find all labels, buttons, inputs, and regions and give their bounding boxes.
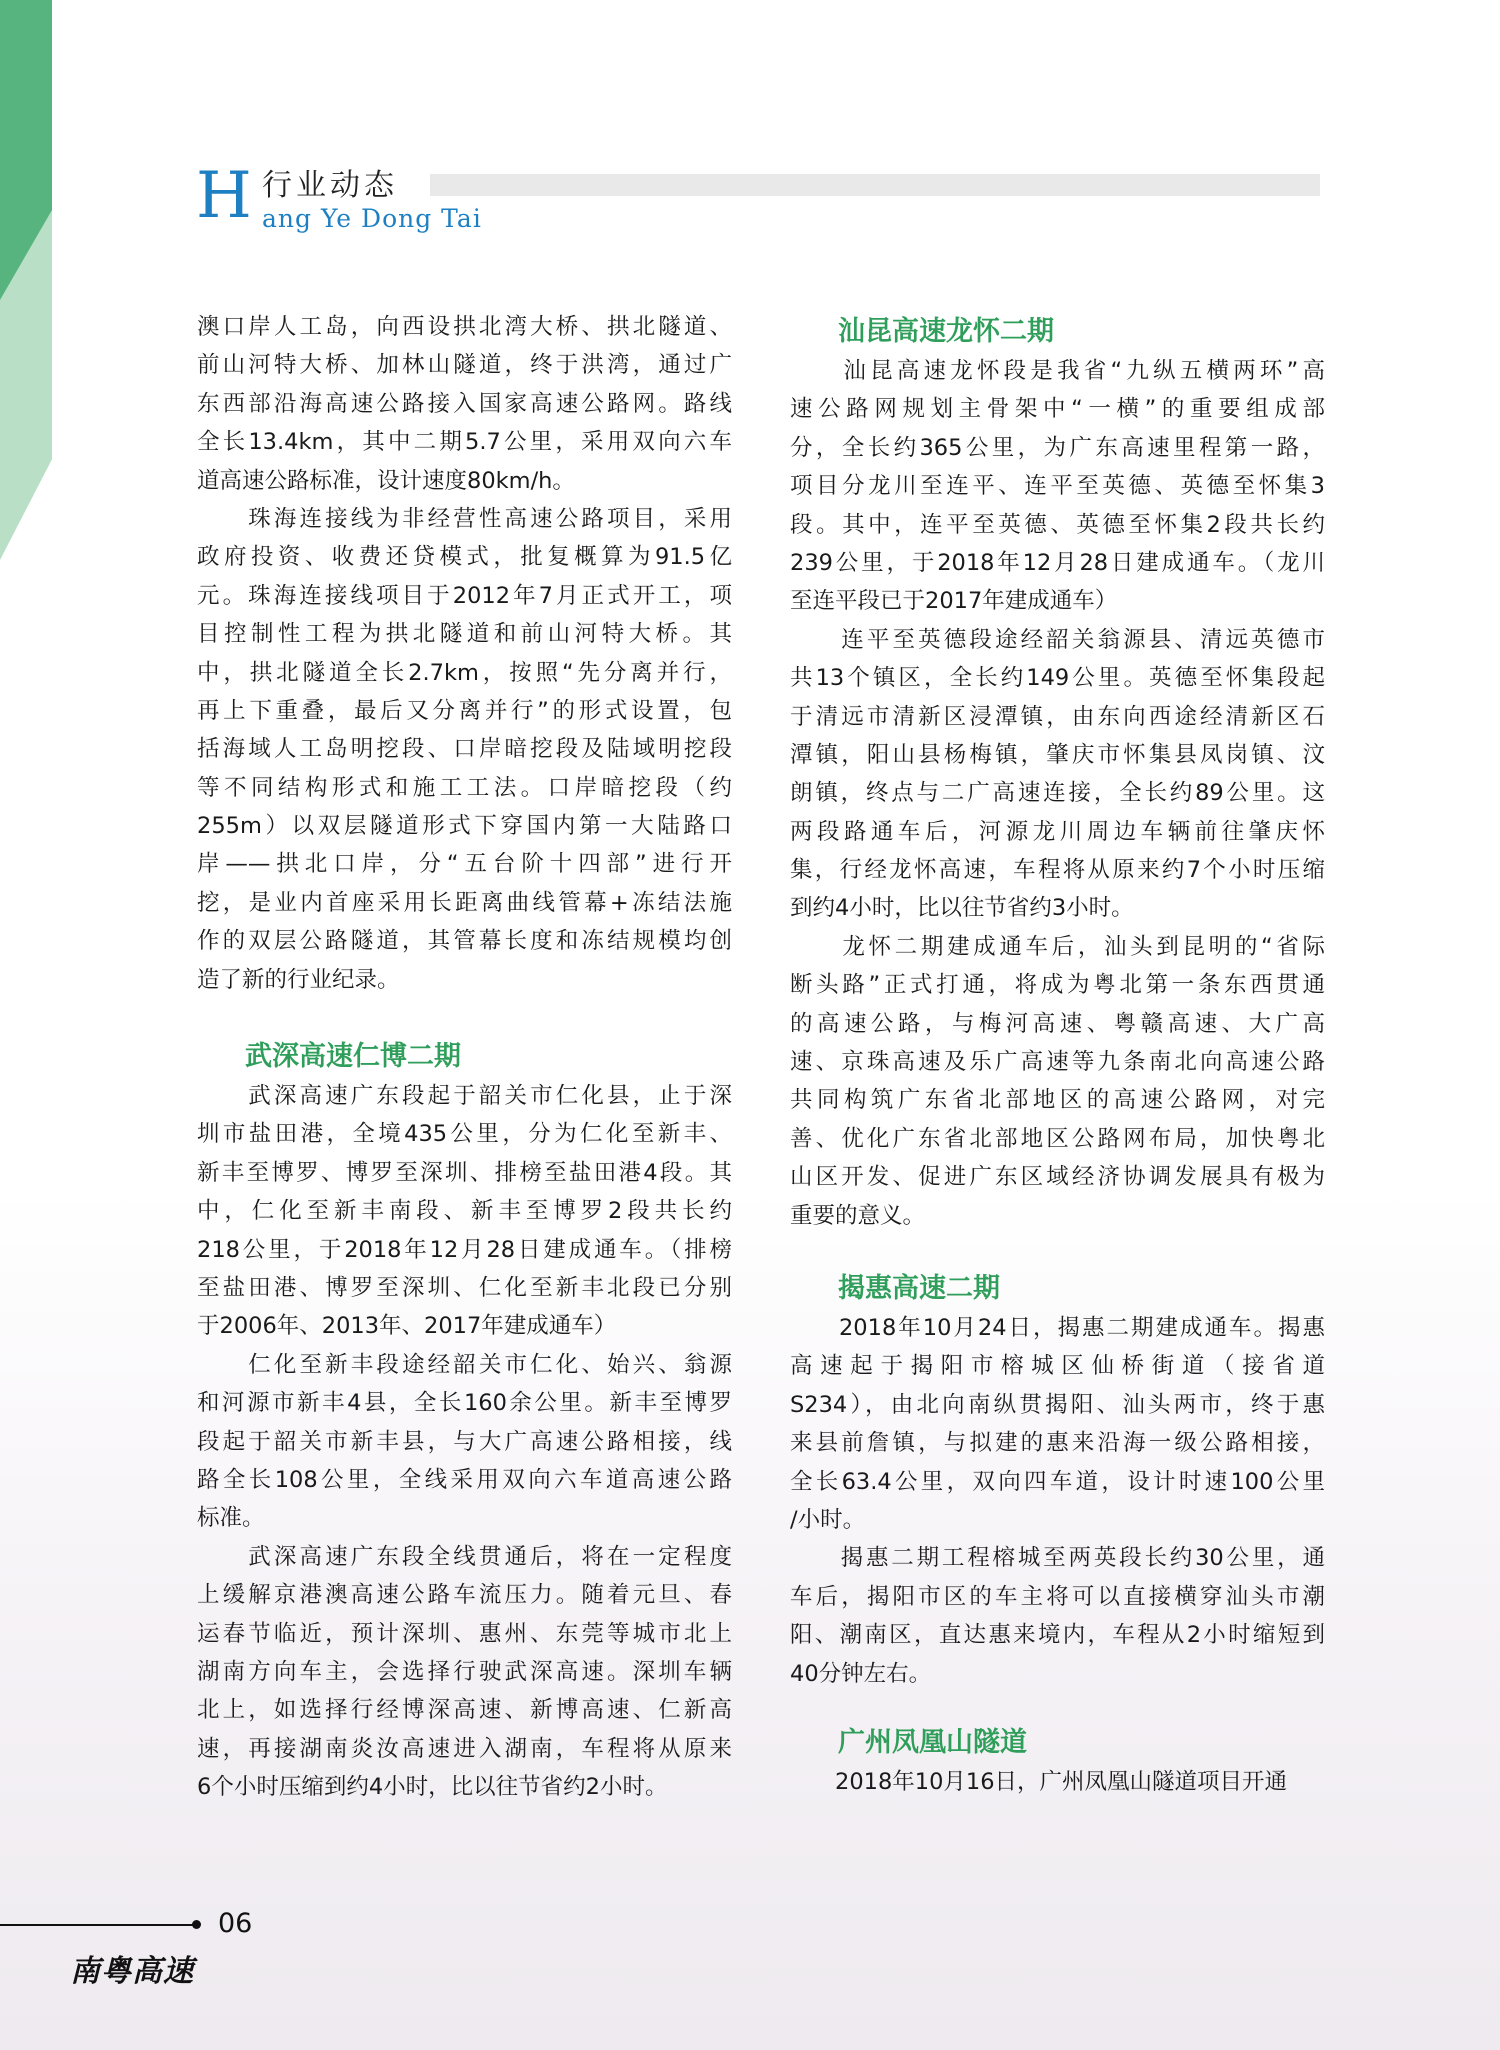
left-column xyxy=(197,308,732,1806)
text-line: 车后，揭阳市区的车主将可以直接横穿汕头市潮 xyxy=(790,1583,1325,1610)
section-title-wushen: 武深高速仁博二期 xyxy=(245,1041,461,1073)
section-title-fenghuangshan: 广州凤凰山隧道 xyxy=(838,1726,1027,1758)
text-line: 再上下重叠，最后又分离并行”的形式设置，包 xyxy=(197,697,732,724)
text-line: 新丰至博罗、博罗至深圳、排榜至盐田港4段。其 xyxy=(197,1159,732,1186)
text-line: 2018年10月16日，广州凤凰山隧道项目开通 xyxy=(790,1768,1288,1795)
text-line: 善、优化广东省北部地区公路网布局，加快粤北 xyxy=(790,1125,1325,1152)
text-line: 路全长108公里，全线采用双向六车道高速公路 xyxy=(197,1466,732,1493)
text-line: 前山河特大桥、加林山隧道，终于洪湾，通过广 xyxy=(197,352,732,379)
text-line: 北上，如选择行经博深高速、新博高速、仁新高 xyxy=(197,1697,732,1724)
text-line: 共同构筑广东省北部地区的高速公路网，对完 xyxy=(790,1087,1325,1114)
jiehui-paragraph-1 xyxy=(790,1309,1325,1539)
text-line: S234），由北向南纵贯揭阳、汕头两市，终于惠 xyxy=(790,1391,1325,1418)
text-line: 的高速公路，与梅河高速、粤赣高速、大广高 xyxy=(790,1010,1325,1037)
text-line: 政府投资、收费还贷模式，批复概算为91.5亿 xyxy=(197,544,732,571)
text-line: 全长63.4公里，双向四车道，设计时速100公里 xyxy=(790,1468,1325,1495)
text-line: 括海域人工岛明挖段、口岸暗挖段及陆域明挖段 xyxy=(197,736,732,763)
text-line: 上缓解京港澳高速公路车流压力。随着元旦、春 xyxy=(197,1582,732,1609)
text-line: 元。珠海连接线项目于2012年7月正式开工，项 xyxy=(197,582,732,609)
shankun-paragraph-2 xyxy=(790,621,1325,928)
header-title-cn: 行业动态 xyxy=(262,168,398,203)
text-line: 于清远市清新区浸潭镇，由东向西途经清新区石 xyxy=(790,703,1325,730)
wushen-paragraph-1 xyxy=(197,1077,732,1346)
text-line: /小时。 xyxy=(790,1506,866,1533)
text-line: 218公里，于2018年12月28日建成通车。（排榜 xyxy=(197,1236,732,1263)
text-line: 潭镇，阳山县杨梅镇，肇庆市怀集县凤岗镇、汶 xyxy=(790,741,1325,768)
text-line: 于2006年、2013年、2017年建成通车） xyxy=(197,1313,617,1340)
text-line: 圳市盐田港，全境435公里，分为仁化至新丰、 xyxy=(197,1121,732,1148)
text-line: 道高速公路标准，设计速度80km/h。 xyxy=(197,467,575,494)
text-line: 至连平段已于2017年建成通车） xyxy=(790,588,1118,615)
text-line: 武深高速广东段全线贯通后，将在一定程度 xyxy=(197,1543,732,1570)
shankun-paragraph-1 xyxy=(790,352,1325,621)
section-header xyxy=(196,160,1326,240)
text-line: 山区开发、促进广东区域经济协调发展具有极为 xyxy=(790,1164,1325,1191)
shankun-paragraph-3 xyxy=(790,928,1325,1235)
text-line: 断头路”正式打通，将成为粤北第一条东西贯通 xyxy=(790,972,1325,999)
text-line: 阳、潮南区，直达惠来境内，车程从2小时缩短到 xyxy=(790,1622,1325,1649)
text-line: 来县前詹镇，与拟建的惠来沿海一级公路相接， xyxy=(790,1430,1325,1457)
header-title-en: ang Ye Dong Tai xyxy=(262,204,482,233)
text-line: 仁化至新丰段途经韶关市仁化、始兴、翁源 xyxy=(197,1351,732,1378)
text-line: 挖，是业内首座采用长距离曲线管幕+冻结法施 xyxy=(197,889,732,916)
footer-rule xyxy=(0,1924,196,1926)
text-line: 武深高速广东段起于韶关市仁化县，止于深 xyxy=(197,1083,732,1110)
text-line: 岸——拱北口岸，分“五台阶十四部”进行开 xyxy=(197,851,732,878)
text-line: 239公里，于2018年12月28日建成通车。（龙川 xyxy=(790,549,1325,576)
text-line: 段起于韶关市新丰县，与大广高速公路相接，线 xyxy=(197,1428,732,1455)
header-initial-letter: H xyxy=(196,159,252,233)
text-line: 6个小时压缩到约4小时，比以往节省约2小时。 xyxy=(197,1774,668,1801)
footer-dot xyxy=(192,1920,201,1929)
text-line: 全长13.4km，其中二期5.7公里，采用双向六车 xyxy=(197,429,732,456)
text-line: 揭惠二期工程榕城至两英段长约30公里，通 xyxy=(790,1545,1325,1572)
text-line: 朗镇，终点与二广高速连接，全长约89公里。这 xyxy=(790,780,1325,807)
text-line: 湖南方向车主，会选择行驶武深高速。深圳车辆 xyxy=(197,1658,732,1685)
zhuhai-paragraph xyxy=(197,500,732,999)
text-line: 段。其中，连平至英德、英德至怀集2段共长约 xyxy=(790,511,1325,538)
fenghuangshan-paragraph-1 xyxy=(790,1763,1325,1801)
text-line: 速公路网规划主骨架中“一横”的重要组成部 xyxy=(790,396,1325,423)
text-line: 连平至英德段途经韶关翁源县、清远英德市 xyxy=(790,626,1325,653)
text-line: 分，全长约365公里，为广东高速里程第一路， xyxy=(790,434,1325,461)
text-line: 高速起于揭阳市榕城区仙桥街道（接省道 xyxy=(790,1353,1325,1380)
right-column xyxy=(790,312,1325,1801)
text-line: 标准。 xyxy=(197,1505,265,1532)
jiehui-paragraph-2 xyxy=(790,1539,1325,1693)
wushen-paragraph-3 xyxy=(197,1538,732,1807)
text-line: 珠海连接线为非经营性高速公路项目，采用 xyxy=(197,505,732,532)
text-line: 龙怀二期建成通车后，汕头到昆明的“省际 xyxy=(790,933,1325,960)
text-line: 重要的意义。 xyxy=(790,1202,926,1229)
intro-paragraph xyxy=(197,308,732,500)
text-line: 集，行经龙怀高速，车程将从原来约7个小时压缩 xyxy=(790,857,1325,884)
text-line: 255m）以双层隧道形式下穿国内第一大陆路口 xyxy=(197,813,732,840)
section-title-jiehui: 揭惠高速二期 xyxy=(838,1272,1000,1304)
text-line: 造了新的行业纪录。 xyxy=(197,966,400,993)
text-line: 运春节临近，预计深圳、惠州、东莞等城市北上 xyxy=(197,1620,732,1647)
spacer xyxy=(790,1693,1325,1723)
spacer xyxy=(790,1235,1325,1269)
text-line: 澳口岸人工岛，向西设拱北湾大桥、拱北隧道、 xyxy=(197,314,732,340)
text-line: 东西部沿海高速公路接入国家高速公路网。路线 xyxy=(197,390,732,417)
text-line: 项目分龙川至连平、连平至英德、英德至怀集3 xyxy=(790,473,1325,500)
text-line: 中，拱北隧道全长2.7km，按照“先分离并行， xyxy=(197,659,732,686)
wushen-paragraph-2 xyxy=(197,1346,732,1538)
magazine-logo xyxy=(70,1946,200,1996)
text-line: 作的双层公路隧道，其管幕长度和冻结规模均创 xyxy=(197,928,732,955)
text-line: 两段路通车后，河源龙川周边车辆前往肇庆怀 xyxy=(790,818,1325,845)
text-line: 至盐田港、博罗至深圳、仁化至新丰北段已分别 xyxy=(197,1274,732,1301)
text-line: 和河源市新丰4县，全长160余公里。新丰至博罗 xyxy=(197,1390,732,1417)
text-line: 40分钟左右。 xyxy=(790,1660,932,1687)
logo-text: 南粤高速 xyxy=(70,1954,194,1989)
text-line: 到约4小时，比以往节省约3小时。 xyxy=(790,895,1134,922)
header-bar xyxy=(430,174,1320,196)
text-line: 速，再接湖南炎汝高速进入湖南，车程将从原来 xyxy=(197,1735,732,1762)
spacer xyxy=(197,999,732,1037)
text-line: 速、京珠高速及乐广高速等九条南北向高速公路 xyxy=(790,1049,1325,1076)
text-line: 共13个镇区，全长约149公里。英德至怀集段起 xyxy=(790,665,1325,692)
text-line: 中，仁化至新丰南段、新丰至博罗2段共长约 xyxy=(197,1198,732,1225)
text-line: 目控制性工程为拱北隧道和前山河特大桥。其 xyxy=(197,621,732,648)
section-title-shankun: 汕昆高速龙怀二期 xyxy=(838,316,1054,347)
text-line: 汕昆高速龙怀段是我省“九纵五横两环”高 xyxy=(790,358,1325,384)
page-number: 06 xyxy=(218,1908,253,1939)
text-line: 2018年10月24日，揭惠二期建成通车。揭惠 xyxy=(790,1314,1325,1341)
text-line: 等不同结构形式和施工工法。口岸暗挖段（约 xyxy=(197,774,732,801)
